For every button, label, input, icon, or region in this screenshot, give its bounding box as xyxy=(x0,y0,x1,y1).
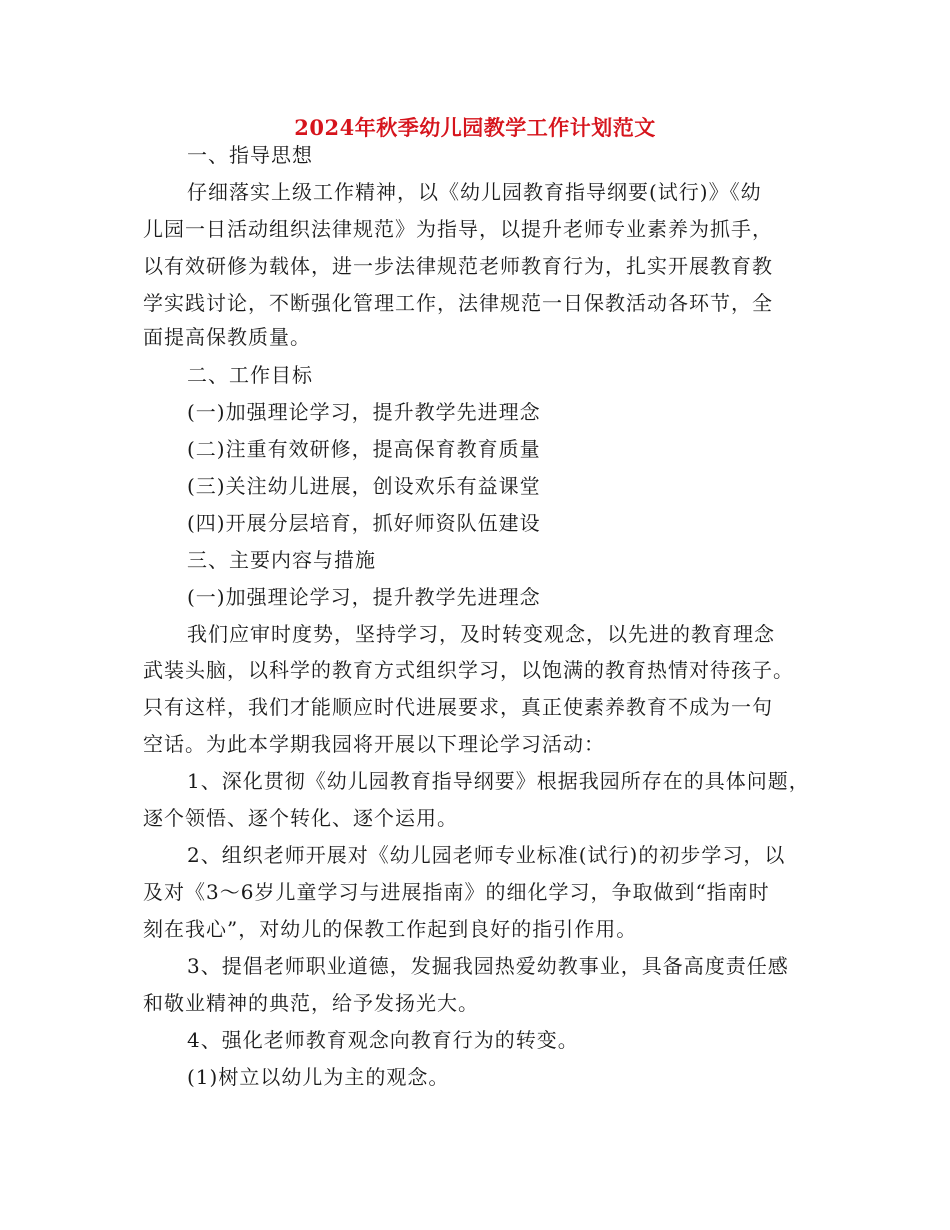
paragraph-line: 及对《3～6岁儿童学习与进展指南》的细化学习，争取做到“指南时 xyxy=(143,880,770,904)
heading-work-goals: 二、工作目标 xyxy=(187,363,313,387)
paragraph-line: 以有效研修为载体，进一步法律规范老师教育行为，扎实开展教育教 xyxy=(143,254,773,278)
goal-item: (一)加强理论学习，提升教学先进理念 xyxy=(187,400,541,424)
paragraph-line: 和敬业精神的典范，给予发扬光大。 xyxy=(143,991,479,1015)
document-title: 2024年秋季幼儿园教学工作计划范文 xyxy=(294,115,656,140)
list-item: 4、强化老师教育观念向教育行为的转变。 xyxy=(187,1028,579,1052)
list-item: 3、提倡老师职业道德，发掘我园热爱幼教事业，具备高度责任感 xyxy=(187,954,789,978)
paragraph-line: 学实践讨论，不断强化管理工作，法律规范一日保教活动各环节，全 xyxy=(143,291,773,315)
paragraph-line: 面提高保教质量。 xyxy=(143,325,311,349)
paragraph-line: 空话。为此本学期我园将开展以下理论学习活动： xyxy=(143,732,605,756)
goal-item: (二)注重有效研修，提高保育教育质量 xyxy=(187,437,541,461)
goal-item: (三)关注幼儿进展，创设欢乐有益课堂 xyxy=(187,474,541,498)
paragraph-line: 刻在我心”，对幼儿的保教工作起到良好的指引作用。 xyxy=(143,917,638,941)
list-item: 2、组织老师开展对《幼儿园老师专业标准(试行)的初步学习，以 xyxy=(187,843,786,867)
heading-guiding-thought: 一、指导思想 xyxy=(187,143,313,167)
heading-main-content: 三、主要内容与措施 xyxy=(187,548,376,572)
paragraph-line: 仔细落实上级工作精神，以《幼儿园教育指导纲要(试行)》《幼 xyxy=(187,180,762,204)
paragraph-line: 逐个领悟、逐个转化、逐个运用。 xyxy=(143,806,458,830)
list-item: (1)树立以幼儿为主的观念。 xyxy=(187,1065,450,1089)
list-item: 1、深化贯彻《幼儿园教育指导纲要》根据我园所存在的具体问题， xyxy=(187,769,810,793)
paragraph-line: 武装头脑，以科学的教育方式组织学习，以饱满的教育热情对待孩子。 xyxy=(143,658,794,682)
goal-item: (四)开展分层培育，抓好师资队伍建设 xyxy=(187,511,541,535)
paragraph-line: 我们应审时度势，坚持学习，及时转变观念，以先进的教育理念 xyxy=(187,622,775,646)
paragraph-line: 只有这样，我们才能顺应时代进展要求，真正使素养教育不成为一句 xyxy=(143,695,773,719)
paragraph-line: 儿园一日活动组织法律规范》为指导，以提升老师专业素养为抓手， xyxy=(143,217,773,241)
subheading: (一)加强理论学习，提升教学先进理念 xyxy=(187,585,541,609)
